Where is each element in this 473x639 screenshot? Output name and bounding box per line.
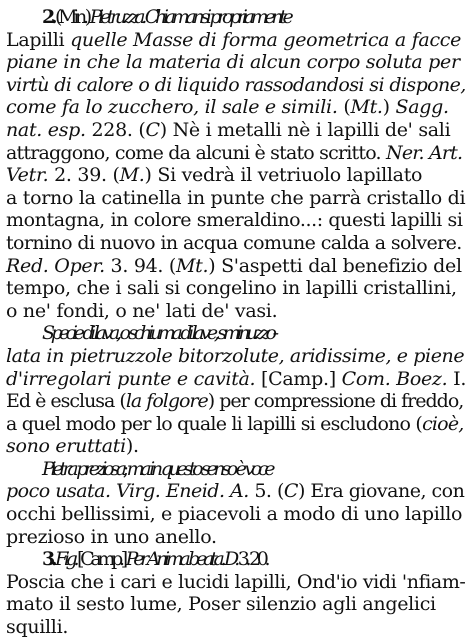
paragraph-gem-sense: [6, 458, 466, 548]
text-span: attraggono, come da alcuni è stato scritto.: [6, 141, 386, 164]
text-line: [6, 503, 466, 526]
italic-text: cioè,: [422, 412, 464, 435]
italic-text: Mt.: [350, 96, 383, 119]
italic-text: quelle Masse di forma geometrica a facce: [70, 28, 462, 51]
paragraph-sense-2: [6, 6, 466, 322]
sense-number: 2.: [42, 6, 54, 28]
text-line: [6, 368, 466, 391]
text-span: a quel modo per lo quale li lapilli si escludono (: [6, 412, 423, 435]
paragraph-lava-sense: [6, 322, 466, 458]
text-span: ) Si vedrà il vetriuolo lapillato: [144, 164, 423, 187]
text-span: (Min.): [53, 6, 90, 28]
text-span: o ne' fondi, o ne' lati de' vasi.: [6, 299, 278, 322]
italic-text: C: [283, 480, 298, 503]
text-span: occhi bellissimi, e piacevoli a modo di uno lapillo: [6, 503, 463, 526]
text-line: [6, 187, 466, 210]
text-span: ).: [125, 435, 139, 458]
italic-text: la folgore: [125, 390, 208, 413]
text-line: [6, 277, 466, 300]
text-line: [6, 390, 466, 413]
text-line: [6, 322, 466, 345]
text-line: [6, 526, 466, 549]
italic-text: Fig.: [55, 548, 76, 571]
text-line: [6, 164, 466, 187]
text-span: 2. 39. (: [48, 164, 120, 187]
italic-text: lata in pietruzzole bitorzolute, aridissime, e piene: [6, 344, 465, 367]
italic-text: ma in questo senso è voce: [126, 457, 272, 480]
text-line: [6, 458, 466, 481]
text-span: ) per compressione di freddo,: [207, 390, 464, 413]
text-line: [6, 74, 466, 97]
text-line: [6, 209, 466, 232]
italic-text: M.: [119, 164, 145, 187]
italic-text: virtù di calore o di liquido rassodandosi si dispone,: [6, 73, 466, 96]
text-span: prezioso in uno anello.: [6, 525, 217, 548]
sense-number: 3.: [42, 548, 54, 571]
text-span: I.: [447, 367, 467, 390]
italic-text: Vetr.: [6, 164, 49, 187]
italic-text: Ner. Art.: [386, 141, 463, 164]
text-line: [6, 300, 466, 323]
text-span: Lapilli: [6, 28, 71, 51]
text-line: [6, 51, 466, 74]
italic-text: Per Anima beata. D.: [125, 548, 236, 571]
text-span: ): [382, 96, 396, 119]
text-span: 5. (: [248, 480, 284, 503]
text-line: [6, 119, 466, 142]
italic-text: Sagg.: [395, 96, 449, 119]
italic-text: Red. Oper.: [6, 254, 105, 277]
text-line: [6, 345, 466, 368]
text-line: [6, 142, 466, 165]
text-span: mato il sesto lume, Poser silenzio agli angelici: [6, 593, 436, 616]
text-line: [6, 232, 466, 255]
italic-text: d'irregolari punte e cavità.: [6, 367, 256, 390]
text-span: ;: [122, 457, 127, 480]
text-span: 228. (: [85, 118, 146, 141]
text-span: (: [337, 96, 351, 119]
text-line: [6, 548, 466, 571]
text-span: 3. 20.: [235, 548, 267, 571]
italic-text: Pietruzza. Chiamansi propriamente: [89, 6, 290, 28]
text-span: ) S'aspetti dal benefizio del: [208, 254, 462, 277]
italic-text: Pietra preziosa: [42, 457, 123, 480]
text-line: [6, 593, 466, 616]
text-span: ) Nè i metalli nè i lapilli de' sali: [159, 118, 451, 141]
text-span: Ed è esclusa (: [6, 390, 126, 413]
text-span: Poscia che i cari e lucidi lapilli, Ond'io vidi 'nfiam-: [6, 570, 466, 593]
text-span: tornino di nuovo in acqua comune calda a solvere.: [6, 231, 462, 254]
italic-text: Specie di lava, o schiuma di lave, sminuzzo-: [42, 322, 275, 345]
text-line: [6, 255, 466, 278]
text-span: 3. 94. (: [104, 254, 176, 277]
dictionary-entry: [6, 6, 466, 639]
text-span: a torno la catinella in punte che parrà cristallo di: [6, 186, 466, 209]
text-span: montagna, in colore smeraldino...: questi lapilli si: [6, 209, 463, 232]
italic-text: piane in che la materia di alcun corpo soluta per: [6, 51, 460, 74]
italic-text: poco usata. Virg. Eneid. A.: [6, 480, 249, 503]
italic-text: C: [145, 118, 160, 141]
text-line: [6, 413, 466, 436]
italic-text: sono eruttati: [6, 435, 126, 458]
text-line: [6, 29, 466, 52]
text-line: [6, 435, 466, 458]
italic-text: Com. Boez.: [341, 367, 448, 390]
italic-text: come fa lo zucchero, il sale e simili.: [6, 96, 338, 119]
text-line: [6, 6, 466, 29]
text-line: [6, 616, 466, 639]
text-line: [6, 96, 466, 119]
text-span: tempo, che i sali si congelino in lapilli cristallini,: [6, 277, 457, 300]
text-span: [Camp.]: [75, 548, 126, 571]
italic-text: Mt.: [176, 254, 209, 277]
text-span: [Camp.]: [255, 367, 342, 390]
text-line: [6, 571, 466, 594]
italic-text: nat. esp.: [6, 118, 86, 141]
text-span: ) Era giovane, con: [297, 480, 465, 503]
paragraph-sense-3: [6, 548, 466, 638]
text-span: squilli.: [6, 616, 69, 639]
text-line: [6, 480, 466, 503]
